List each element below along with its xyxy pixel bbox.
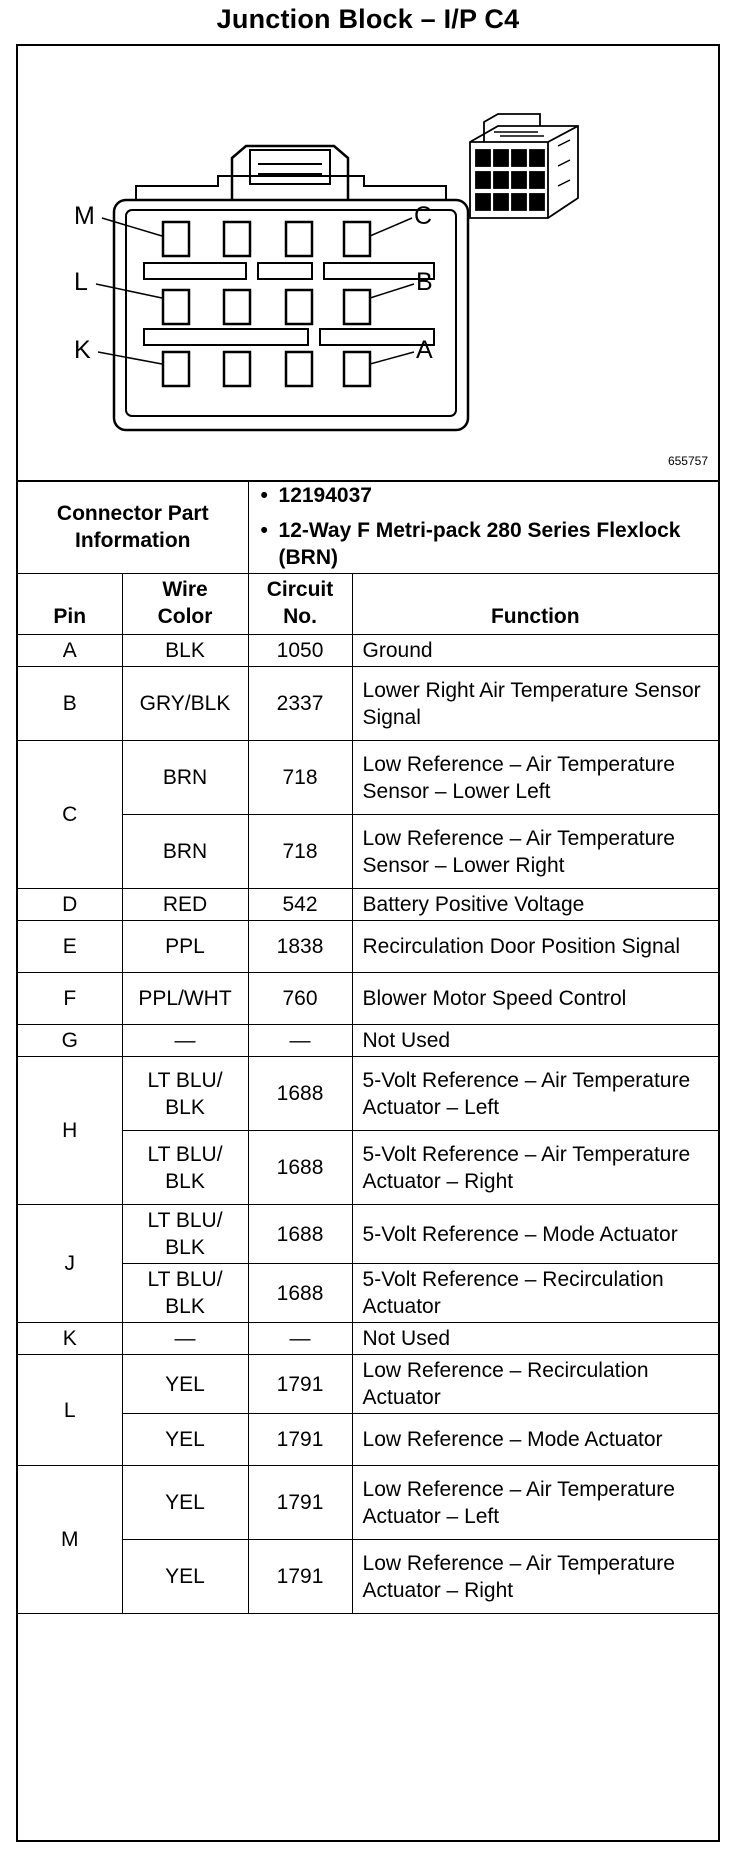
pin-cell: K: [18, 1323, 122, 1355]
function-cell: Ground: [352, 635, 718, 667]
function-cell: Low Reference – Air Temperature Actuator – Left: [352, 1466, 718, 1540]
function-cell: Low Reference – Air Temperature Sensor – Lower Left: [352, 741, 718, 815]
wire-color-cell: LT BLU/ BLK: [122, 1057, 248, 1131]
pin-cell: D: [18, 889, 122, 921]
connector-info-row: [18, 480, 718, 574]
pin-cell: F: [18, 973, 122, 1025]
circuit-cell: 718: [248, 741, 352, 815]
connector-diagram: [18, 46, 718, 482]
pin-cell: G: [18, 1025, 122, 1057]
wire-color-cell: LT BLU/ BLK: [122, 1131, 248, 1205]
wire-color-cell: PPL: [122, 921, 248, 973]
circuit-cell: 542: [248, 889, 352, 921]
connector-type: • 12-Way F Metri-pack 280 Series Flexlock (BRN): [260, 519, 681, 569]
table-row: [18, 1540, 718, 1614]
header-wire-color: Wire Color: [122, 574, 248, 635]
pin-cell: H: [18, 1057, 122, 1205]
circuit-cell: 1688: [248, 1057, 352, 1131]
table-row: [18, 1355, 718, 1414]
function-cell: Blower Motor Speed Control: [352, 973, 718, 1025]
table-row: [18, 1131, 718, 1205]
pin-cell: L: [18, 1355, 122, 1466]
table-row: [18, 815, 718, 889]
table-row: [18, 1414, 718, 1466]
circuit-cell: 1050: [248, 635, 352, 667]
table-row: [18, 1025, 718, 1057]
pin-label-k: K: [74, 336, 91, 364]
circuit-cell: 760: [248, 973, 352, 1025]
function-cell: 5-Volt Reference – Air Temperature Actuator – Left: [352, 1057, 718, 1131]
function-cell: 5-Volt Reference – Recirculation Actuator: [352, 1264, 718, 1323]
circuit-cell: 1688: [248, 1264, 352, 1323]
header-pin: Pin: [18, 574, 122, 635]
wire-color-cell: RED: [122, 889, 248, 921]
connector-document: [16, 44, 720, 1842]
pin-label-b: B: [416, 268, 433, 296]
circuit-cell: 1791: [248, 1355, 352, 1414]
function-cell: Low Reference – Air Temperature Actuator – Right: [352, 1540, 718, 1614]
table-row: [18, 1205, 718, 1264]
table-row: [18, 889, 718, 921]
wire-color-cell: YEL: [122, 1355, 248, 1414]
wire-color-cell: YEL: [122, 1466, 248, 1540]
table-row: [18, 1264, 718, 1323]
circuit-cell: —: [248, 1025, 352, 1057]
function-cell: 5-Volt Reference – Mode Actuator: [352, 1205, 718, 1264]
table-row: [18, 1057, 718, 1131]
pin-cell: A: [18, 635, 122, 667]
wire-color-cell: PPL/WHT: [122, 973, 248, 1025]
wire-color-cell: BLK: [122, 635, 248, 667]
pin-label-m: M: [74, 202, 95, 230]
wire-color-cell: BRN: [122, 741, 248, 815]
pin-cell: M: [18, 1466, 122, 1614]
function-cell: Low Reference – Air Temperature Sensor – Lower Right: [352, 815, 718, 889]
circuit-cell: 2337: [248, 667, 352, 741]
function-cell: Low Reference – Recirculation Actuator: [352, 1355, 718, 1414]
header-circuit: Circuit No.: [248, 574, 352, 635]
wire-color-cell: LT BLU/ BLK: [122, 1205, 248, 1264]
pin-label-c: C: [414, 202, 433, 230]
wire-color-cell: YEL: [122, 1540, 248, 1614]
figure-id: 655757: [667, 454, 708, 468]
circuit-cell: 1688: [248, 1205, 352, 1264]
wire-color-cell: YEL: [122, 1414, 248, 1466]
table-row: [18, 921, 718, 973]
table-row: [18, 973, 718, 1025]
circuit-cell: —: [248, 1323, 352, 1355]
wire-color-cell: GRY/BLK: [122, 667, 248, 741]
pinout-table: [18, 480, 718, 1614]
function-cell: Not Used: [352, 1323, 718, 1355]
circuit-cell: 1791: [248, 1466, 352, 1540]
table-header-row: [18, 574, 718, 635]
circuit-cell: 1791: [248, 1414, 352, 1466]
function-cell: Low Reference – Mode Actuator: [352, 1414, 718, 1466]
table-row: [18, 1466, 718, 1540]
table-row: [18, 635, 718, 667]
pin-cell: B: [18, 667, 122, 741]
pin-cell: C: [18, 741, 122, 889]
connector-face-drawing: [18, 46, 718, 480]
wire-color-cell: —: [122, 1025, 248, 1057]
pinout-rows: [18, 635, 718, 1614]
pin-cell: E: [18, 921, 122, 973]
function-cell: Lower Right Air Temperature Sensor Signal: [352, 667, 718, 741]
function-cell: Recirculation Door Position Signal: [352, 921, 718, 973]
pin-label-a: A: [416, 336, 433, 364]
connector-part-number: • 12194037: [260, 484, 372, 507]
circuit-cell: 1688: [248, 1131, 352, 1205]
table-row: [18, 1323, 718, 1355]
function-cell: Battery Positive Voltage: [352, 889, 718, 921]
connector-info-values: [248, 480, 718, 574]
wire-color-cell: BRN: [122, 815, 248, 889]
function-cell: Not Used: [352, 1025, 718, 1057]
circuit-cell: 1791: [248, 1540, 352, 1614]
function-cell: 5-Volt Reference – Air Temperature Actuator – Right: [352, 1131, 718, 1205]
connector-info-label: Connector Part Information: [18, 480, 248, 574]
pin-label-l: L: [74, 268, 88, 296]
table-row: [18, 741, 718, 815]
circuit-cell: 718: [248, 815, 352, 889]
pin-cell: J: [18, 1205, 122, 1323]
wire-color-cell: LT BLU/ BLK: [122, 1264, 248, 1323]
page-title: Junction Block – I/P C4: [216, 4, 520, 34]
table-row: [18, 667, 718, 741]
wire-color-cell: —: [122, 1323, 248, 1355]
circuit-cell: 1838: [248, 921, 352, 973]
header-function: Function: [352, 574, 718, 635]
